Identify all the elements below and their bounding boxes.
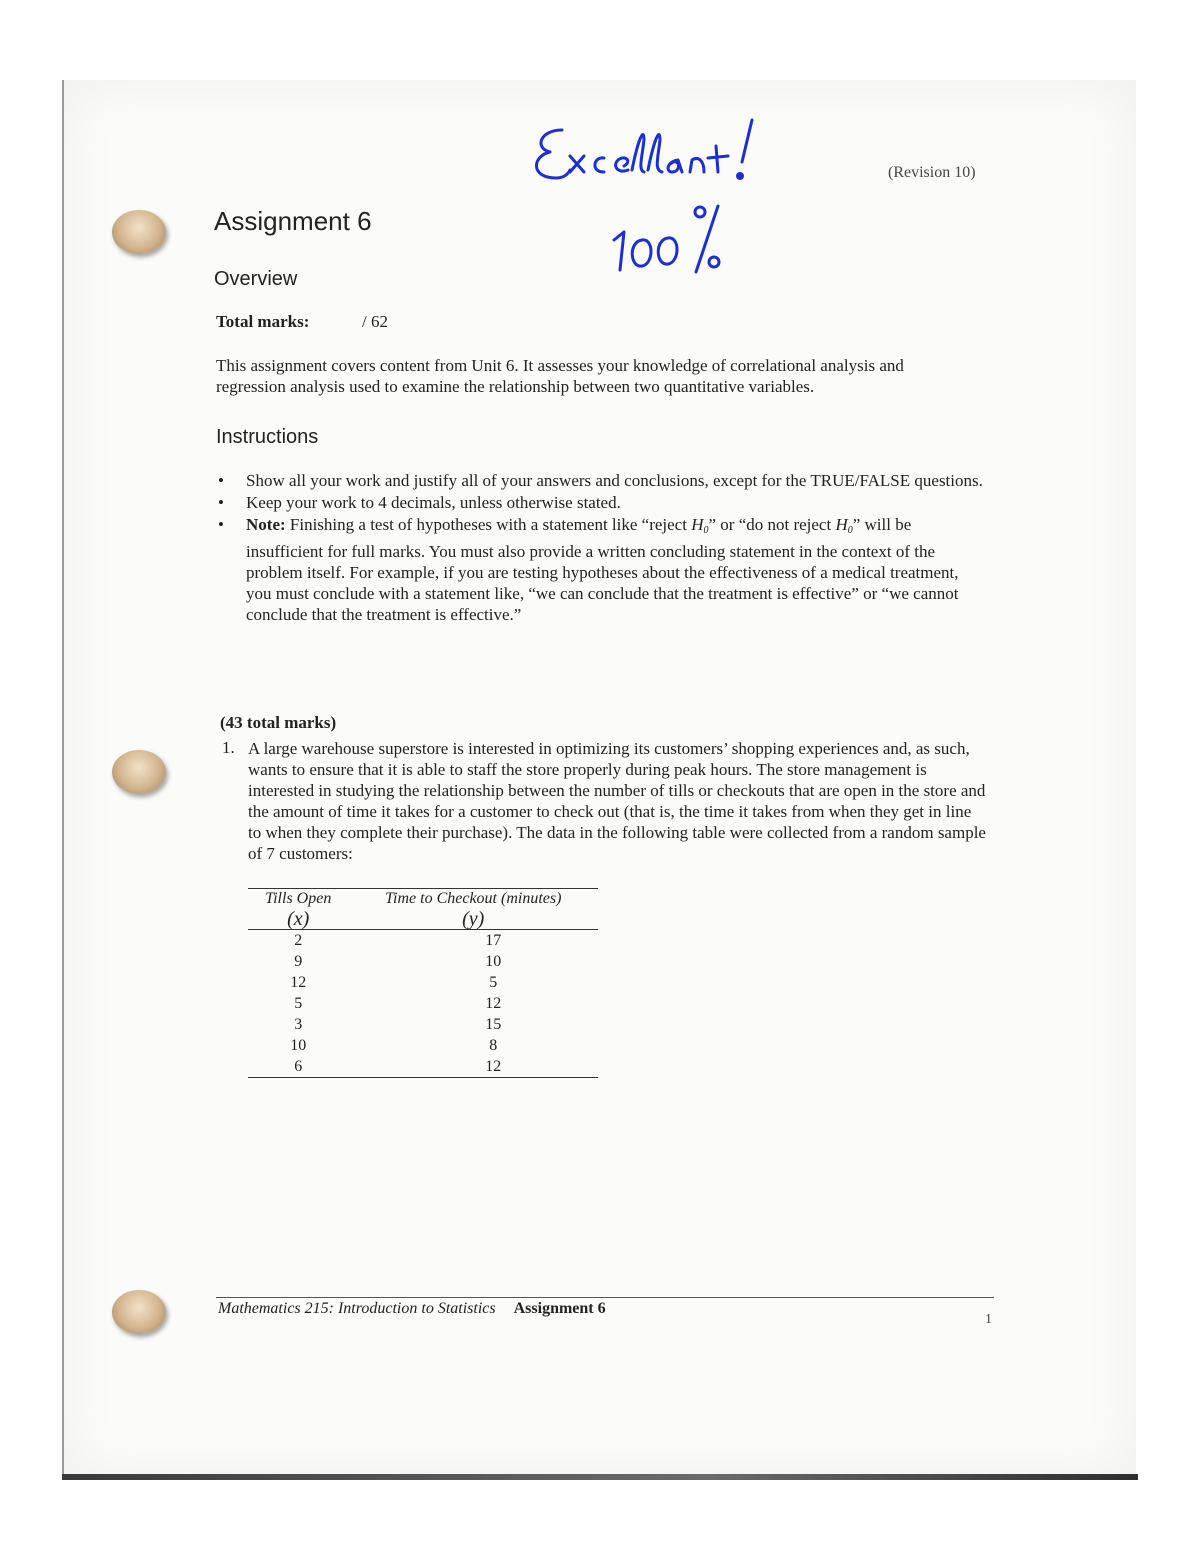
total-marks-label: Total marks: [216,312,310,331]
punch-hole-middle [112,750,166,794]
cell-y: 10 [485,953,502,970]
page-footer [218,1300,606,1318]
instructions-list [216,470,986,626]
footer-assignment-name: Assignment 6 [513,1300,606,1317]
cell-x: 12 [290,974,307,991]
punch-hole-bottom [112,1290,166,1334]
table-row [248,1035,598,1056]
note-text-part1: Finishing a test of hypotheses with a statement like “reject [289,515,687,534]
col-header-time-to-checkout: Time to Checkout (minutes) [348,889,598,910]
punch-hole-top [112,210,166,254]
overview-heading: Overview [214,268,298,290]
cell-y: 8 [489,1037,498,1054]
overview-description: This assignment covers content from Unit 6. It assesses your knowledge of correlational analysis and regression analysis used to examine the relationship between two quantitative variables. [216,356,904,396]
cell-x: 5 [294,995,303,1012]
cell-y: 17 [485,932,502,949]
note-text-part2: ” or “do not reject [708,515,832,534]
question-number: 1. [222,738,235,757]
cell-x: 6 [248,1056,348,1078]
instructions-heading: Instructions [216,426,319,448]
table-row [248,1014,598,1035]
col-header-tills-open: Tills Open [248,889,348,910]
table-row [248,930,598,952]
cell-y: 12 [485,995,502,1012]
col-sub-y: (y) [348,909,598,930]
instruction-item: • Show all your work and justify all of your answers and conclusions, except for the TRUE/FALSE questions. [216,470,986,491]
note-text-part3: ” will be insufficient for full marks. You must also provide a written concluding statement in the context of the problem itself. For example, if you are testing hypotheses about the effectiveness of a medical treatment, you must conclude with a statement like, “we can conclude that the treatment is effective” or “we cannot conclude that the treatment is effective.” [246,515,959,624]
footer-course: Mathematics 215: Introduction to Statistics [218,1300,496,1317]
table-row [248,972,598,993]
handwritten-grade-annotation [520,100,790,290]
table-row [248,1056,598,1078]
cell-x: 3 [294,1016,303,1033]
cell-y: 5 [489,974,498,991]
revision-label: (Revision 10) [888,164,976,181]
cell-y: 12 [348,1056,598,1078]
h0-symbol-2: H0 [835,515,853,536]
h0-symbol: H0 [691,515,709,536]
page-title: Assignment 6 [214,206,372,236]
section-total-marks: (43 total marks) [220,713,337,732]
footer-rule [216,1297,994,1298]
total-marks-value: / 62 [362,312,388,331]
cell-x: 10 [290,1037,307,1054]
total-marks-row [216,312,388,332]
table-row [248,951,598,972]
note-label: Note: [246,515,286,534]
table-row [248,993,598,1014]
cell-y: 15 [485,1016,502,1033]
question-text: A large warehouse superstore is interested in optimizing its customers’ shopping experiences and, as such, wants to ensure that it is able to staff the store properly during peak hours. The store management is interested in studying the relationship between the number of tills or checkouts that are open in the store and the amount of time it takes for a customer to check out (that is, the time it takes from when they get in line to when they complete their purchase). The data in the following table were collected from a random sample of 7 customers: [248,739,986,863]
cell-x: 9 [294,953,303,970]
cell-x: 2 [294,932,303,949]
instruction-note [216,514,986,625]
col-sub-x: (x) [248,909,348,930]
data-table [248,888,598,1078]
page-number: 1 [985,1312,992,1327]
page-bottom-edge [62,1474,1138,1480]
instruction-item: • Keep your work to 4 decimals, unless otherwise stated. [216,492,986,513]
